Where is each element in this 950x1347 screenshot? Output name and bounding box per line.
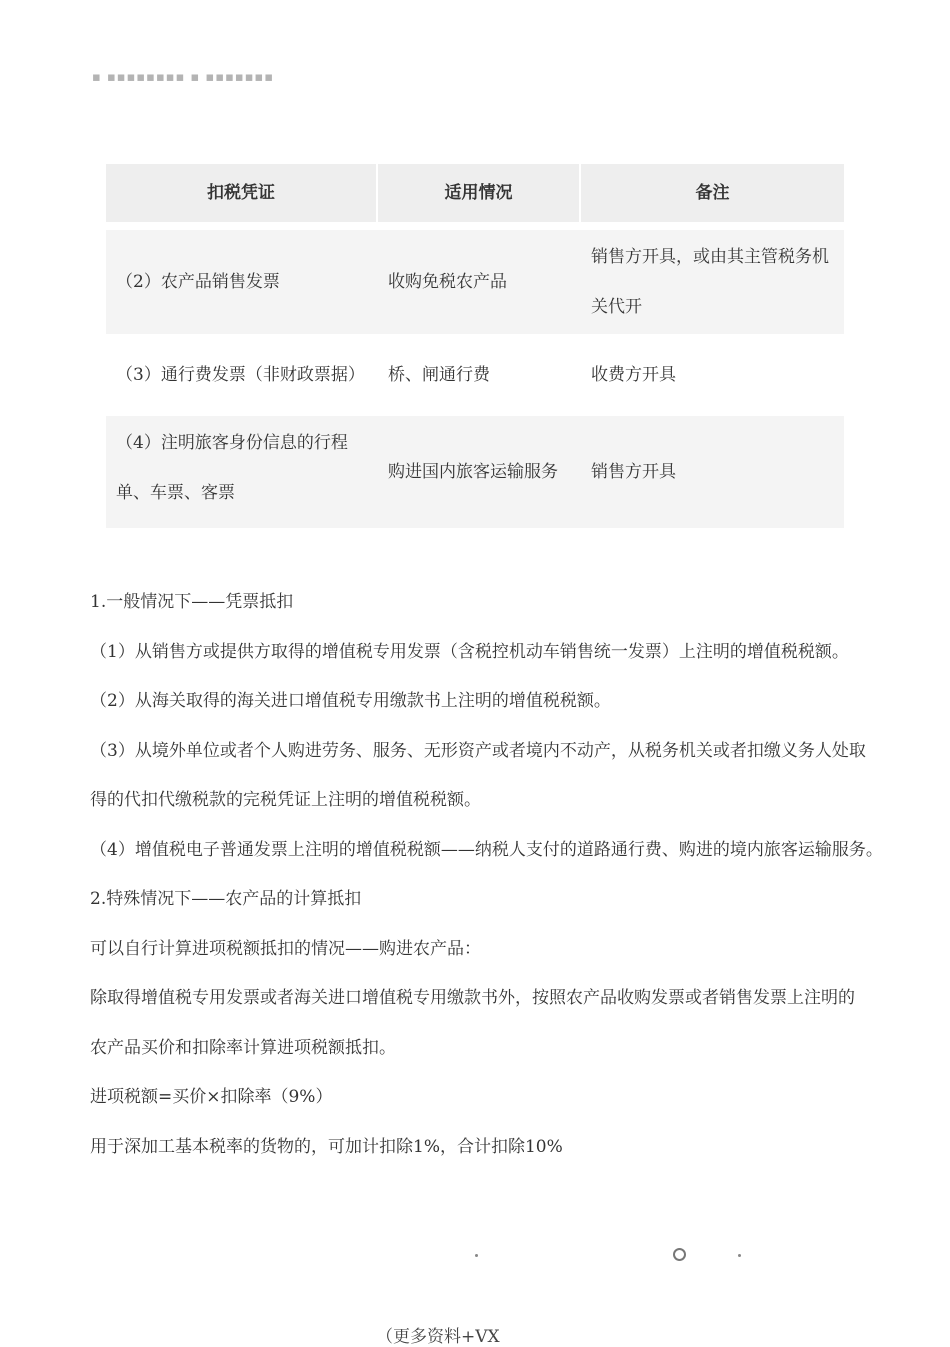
table-cell: 销售方开具，或由其主管税务机关代开	[581, 230, 844, 334]
paragraph-item-2: （2）从海关取得的海关进口增值税专用缴款书上注明的增值税税额。	[90, 691, 611, 711]
footer-text: （更多资料+VX	[376, 1327, 500, 1347]
table-cell: 收费方开具	[581, 334, 844, 416]
table-cell: （3）通行费发票（非财政票据）	[106, 334, 378, 416]
table-cell: 桥、闸通行费	[378, 334, 581, 416]
deduction-voucher-table	[106, 164, 844, 528]
table-cell: （4）注明旅客身份信息的行程单、车票、客票	[106, 416, 378, 528]
header-cell-applicable: 适用情况	[378, 164, 581, 222]
paragraph-deep-processing: 用于深加工基本税率的货物的，可加计扣除1%，合计扣除10%	[90, 1136, 563, 1157]
table-cell: 销售方开具	[581, 416, 844, 528]
header-cell-voucher: 扣税凭证	[106, 164, 378, 222]
table-row	[106, 230, 844, 334]
paragraph-intro: 可以自行计算进项税额抵扣的情况——购进农产品：	[90, 938, 481, 959]
body-text	[90, 578, 883, 1172]
paragraph-description: 除取得增值税专用发票或者海关进口增值税专用缴款书外，按照农产品收购发票或者销售发票上注明的农产品买价和扣除率计算进项税额抵扣。	[90, 988, 855, 1058]
header-cell-remark: 备注	[581, 164, 844, 222]
paragraph-item-3: （3）从境外单位或者个人购进劳务、服务、无形资产或者境内不动产，从税务机关或者扣缴义务人处取得的代扣代缴税款的完税凭证上注明的增值税税额。	[90, 740, 866, 810]
paragraph-item-4: （4）增值税电子普通发票上注明的增值税税额——纳税人支付的道路通行费、购进的境内旅客运输服务。	[90, 839, 883, 860]
formula-line: 进项税额=买价×扣除率（9%）	[90, 1087, 333, 1107]
footer-dot	[475, 1254, 478, 1257]
table-header-row	[106, 164, 844, 222]
table-row	[106, 334, 844, 416]
section-heading-general: 1.一般情况下——凭票抵扣	[90, 592, 294, 612]
table-row	[106, 416, 844, 528]
footer-ring-mark	[673, 1248, 686, 1261]
table-cell: （2）农产品销售发票	[106, 230, 378, 334]
header-fragment: ▪ ▪▪▪▪▪▪▪▪ ▪ ▪▪▪▪▪▪▪	[92, 70, 275, 84]
table-cell: 购进国内旅客运输服务	[378, 416, 581, 528]
footer-dot	[738, 1254, 741, 1257]
table-cell: 收购免税农产品	[378, 230, 581, 334]
section-heading-special: 2.特殊情况下——农产品的计算抵扣	[90, 889, 362, 909]
footer-marks	[0, 1244, 950, 1264]
paragraph-item-1: （1）从销售方或提供方取得的增值税专用发票（含税控机动车销售统一发票）上注明的增值税税额。	[90, 641, 849, 662]
